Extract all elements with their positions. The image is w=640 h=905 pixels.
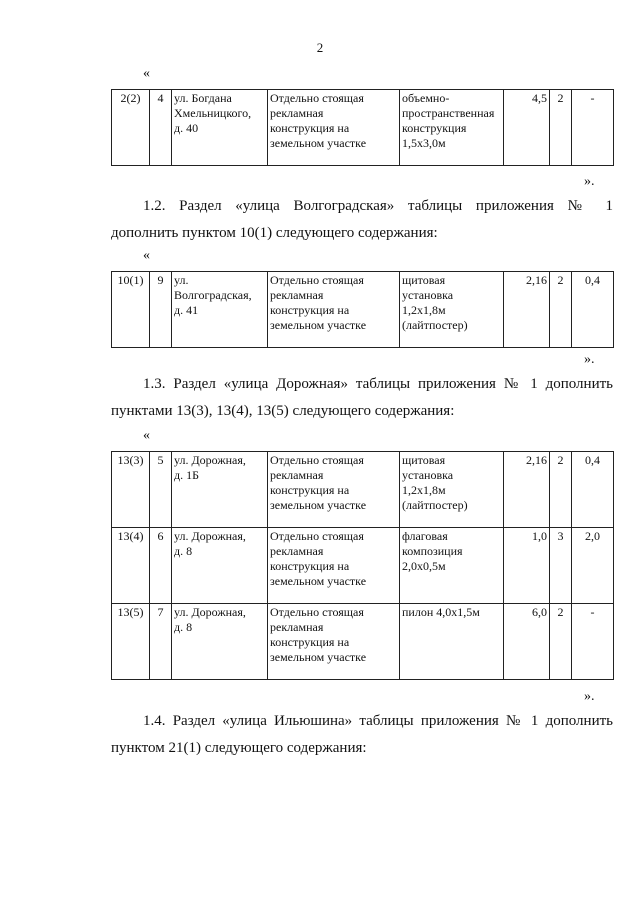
cell-description-line: конструкция на: [270, 303, 350, 317]
cell-extra: -: [572, 604, 614, 680]
cell-description-line: Отдельно стоящая: [270, 453, 364, 467]
cell-sides: 2: [550, 272, 572, 348]
cell-description-line: рекламная: [270, 468, 324, 482]
cell-description-line: рекламная: [270, 544, 324, 558]
cell-structure-type-line: конструкция: [402, 121, 467, 135]
table-row: [112, 604, 614, 680]
cell-structure-type: [400, 272, 504, 348]
cell-description-line: земельном участке: [270, 498, 367, 512]
cell-description: [268, 90, 400, 166]
cell-address-line: д. 1Б: [174, 468, 199, 482]
cell-structure-type-line: 1,2х1,8м: [402, 483, 446, 497]
cell-order-number: 7: [150, 604, 172, 680]
paragraph-1-4-line1: 1.4. Раздел «улица Ильюшина» таблицы приложения № 1 дополнить: [143, 713, 613, 729]
cell-address-line: Волгоградская,: [174, 288, 252, 302]
cell-order-number: 6: [150, 528, 172, 604]
cell-description-line: конструкция на: [270, 483, 350, 497]
cell-description-line: Отдельно стоящая: [270, 91, 364, 105]
cell-description-line: земельном участке: [270, 574, 367, 588]
cell-address-line: ул.: [174, 273, 189, 287]
table-insert-13: [111, 451, 614, 680]
table-row: [112, 90, 614, 166]
cell-address-line: ул. Дорожная,: [174, 529, 246, 543]
paragraph-1-4-line2: пунктом 21(1) следующего содержания:: [111, 740, 367, 756]
cell-order-number: 9: [150, 272, 172, 348]
cell-sides: 2: [550, 90, 572, 166]
cell-address: [172, 452, 268, 528]
paragraph-1-3: [111, 371, 613, 425]
cell-structure-type-line: пространственная: [402, 106, 495, 120]
paragraph-1-2-line1: 1.2. Раздел «улица Волгоградская» таблицы приложения № 1: [143, 198, 613, 214]
cell-structure-type-line: (лайтпостер): [402, 498, 468, 512]
quote-close: ».: [584, 174, 595, 189]
paragraph-1-2: [111, 193, 613, 247]
cell-item-number: 10(1): [112, 272, 150, 348]
cell-address-line: ул. Дорожная,: [174, 453, 246, 467]
cell-address-line: д. 8: [174, 544, 193, 558]
cell-structure-type: [400, 90, 504, 166]
cell-structure-type: [400, 452, 504, 528]
paragraph-1-4: [111, 708, 613, 762]
cell-item-number: 2(2): [112, 90, 150, 166]
cell-extra: 2,0: [572, 528, 614, 604]
cell-area: 2,16: [504, 452, 550, 528]
cell-address-line: ул. Богдана: [174, 91, 232, 105]
table-row: [112, 452, 614, 528]
paragraph-1-3-line1: 1.3. Раздел «улица Дорожная» таблицы приложения № 1 дополнить: [143, 376, 613, 392]
cell-description-line: рекламная: [270, 620, 324, 634]
cell-structure-type-line: флаговая: [402, 529, 448, 543]
cell-description: [268, 272, 400, 348]
cell-extra: -: [572, 90, 614, 166]
cell-sides: 3: [550, 528, 572, 604]
cell-address: [172, 528, 268, 604]
cell-description-line: рекламная: [270, 106, 324, 120]
quote-close: ».: [584, 689, 595, 704]
quote-open: «: [143, 428, 150, 443]
cell-order-number: 4: [150, 90, 172, 166]
cell-description-line: рекламная: [270, 288, 324, 302]
cell-sides: 2: [550, 604, 572, 680]
cell-description-line: земельном участке: [270, 650, 367, 664]
cell-structure-type-line: щитовая: [402, 273, 446, 287]
cell-area: 6,0: [504, 604, 550, 680]
cell-area: 4,5: [504, 90, 550, 166]
cell-address: [172, 604, 268, 680]
table-insert-2-2: [111, 89, 614, 166]
cell-address: [172, 90, 268, 166]
cell-structure-type-line: установка: [402, 288, 454, 302]
cell-sides: 2: [550, 452, 572, 528]
cell-description-line: Отдельно стоящая: [270, 605, 364, 619]
cell-structure-type-line: 2,0х0,5м: [402, 559, 446, 573]
quote-open: «: [143, 248, 150, 263]
cell-structure-type-line: (лайтпостер): [402, 318, 468, 332]
page-number: 2: [316, 40, 324, 55]
cell-structure-type: [400, 528, 504, 604]
cell-description: [268, 604, 400, 680]
quote-close: ».: [584, 352, 595, 367]
cell-description-line: земельном участке: [270, 318, 367, 332]
cell-description-line: конструкция на: [270, 635, 350, 649]
cell-address-line: ул. Дорожная,: [174, 605, 246, 619]
cell-extra: 0,4: [572, 452, 614, 528]
cell-structure-type: [400, 604, 504, 680]
cell-structure-type-line: композиция: [402, 544, 463, 558]
quote-open: «: [143, 66, 150, 81]
cell-address: [172, 272, 268, 348]
cell-structure-type-line: 1,5х3,0м: [402, 136, 446, 150]
cell-order-number: 5: [150, 452, 172, 528]
cell-structure-type-line: объемно-: [402, 91, 450, 105]
cell-address-line: Хмельницкого,: [174, 106, 252, 120]
cell-area: 1,0: [504, 528, 550, 604]
paragraph-1-2-line2: дополнить пунктом 10(1) следующего содержания:: [111, 225, 438, 241]
cell-structure-type-line: пилон 4,0х1,5м: [402, 605, 480, 619]
cell-structure-type-line: установка: [402, 468, 454, 482]
cell-address-line: д. 41: [174, 303, 199, 317]
cell-address-line: д. 8: [174, 620, 193, 634]
cell-structure-type-line: 1,2х1,8м: [402, 303, 446, 317]
table-row: [112, 272, 614, 348]
cell-address-line: д. 40: [174, 121, 199, 135]
cell-description-line: конструкция на: [270, 121, 350, 135]
paragraph-1-3-line2: пунктами 13(3), 13(4), 13(5) следующего содержания:: [111, 403, 455, 419]
cell-description-line: земельном участке: [270, 136, 367, 150]
cell-description: [268, 528, 400, 604]
cell-description: [268, 452, 400, 528]
cell-item-number: 13(5): [112, 604, 150, 680]
table-row: [112, 528, 614, 604]
cell-description-line: конструкция на: [270, 559, 350, 573]
cell-item-number: 13(3): [112, 452, 150, 528]
cell-extra: 0,4: [572, 272, 614, 348]
cell-structure-type-line: щитовая: [402, 453, 446, 467]
cell-description-line: Отдельно стоящая: [270, 529, 364, 543]
cell-description-line: Отдельно стоящая: [270, 273, 364, 287]
cell-area: 2,16: [504, 272, 550, 348]
cell-item-number: 13(4): [112, 528, 150, 604]
table-insert-10-1: [111, 271, 614, 348]
